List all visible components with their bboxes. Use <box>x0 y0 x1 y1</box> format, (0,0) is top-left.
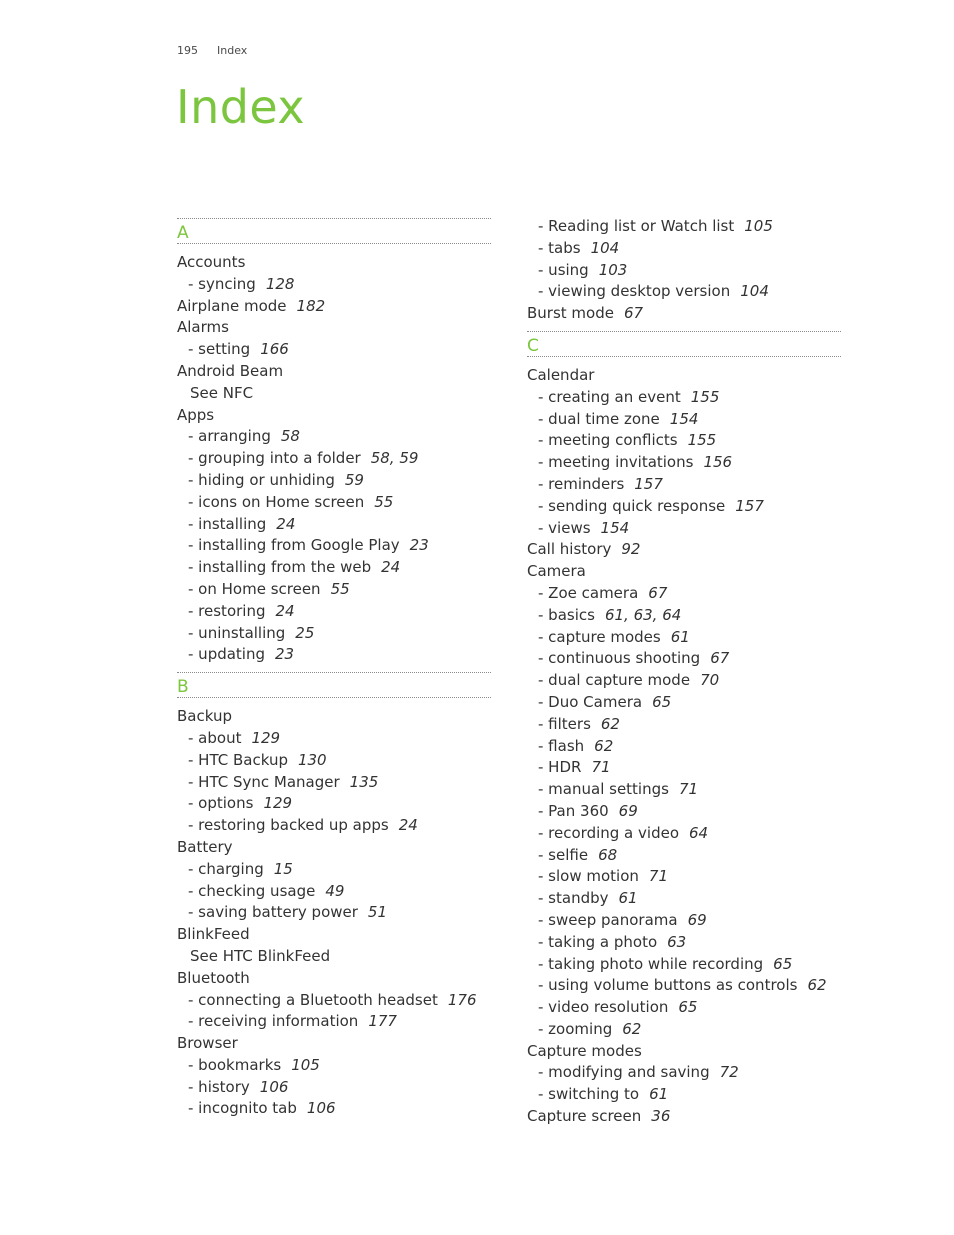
entry-term: - receiving information <box>188 1012 359 1031</box>
entry-term: - updating <box>188 645 265 664</box>
index-subentry <box>527 975 841 997</box>
entry-page-link[interactable]: 155 <box>687 431 717 450</box>
entry-page-link[interactable]: 105 <box>744 217 773 235</box>
entry-term: - charging <box>188 859 264 878</box>
entry-page-link[interactable]: 156 <box>703 453 733 472</box>
entry-page-link[interactable]: 62 <box>600 714 620 733</box>
index-subentry <box>177 1077 491 1099</box>
index-subentry <box>177 881 491 903</box>
index-subentry <box>177 772 491 794</box>
index-subentry <box>527 910 841 932</box>
entry-term: - views <box>538 518 591 537</box>
entry-page-link[interactable]: 58 <box>280 427 300 446</box>
entry-term: - viewing desktop version <box>538 282 731 301</box>
entry-term: - installing from Google Play <box>188 536 400 555</box>
entry-page-link[interactable]: 61 <box>670 627 690 646</box>
index-subentry <box>177 514 491 536</box>
index-subentry <box>527 430 841 452</box>
index-subentry <box>527 409 841 431</box>
index-subentry <box>177 426 491 448</box>
entry-page-link[interactable]: 176 <box>447 990 477 1009</box>
index-subentry <box>527 736 841 758</box>
index-entry <box>177 405 491 427</box>
entry-term: See HTC BlinkFeed <box>190 946 331 965</box>
index-subentry <box>527 954 841 976</box>
entry-term: - flash <box>538 736 585 755</box>
index-subentry <box>177 448 491 470</box>
index-subentry <box>527 888 841 910</box>
entry-term: Apps <box>177 405 215 424</box>
entry-term: Calendar <box>527 365 595 384</box>
entry-page-link[interactable]: 55 <box>330 579 350 598</box>
entry-page-link[interactable]: 67 <box>710 649 730 668</box>
page-number: 195 <box>177 44 198 57</box>
entry-page-link[interactable]: 92 <box>621 540 641 559</box>
entry-page-link[interactable]: 130 <box>297 750 327 769</box>
entry-term: - restoring backed up apps <box>188 816 389 835</box>
entry-page-link[interactable]: 104 <box>740 282 769 301</box>
entry-term: - dual capture mode <box>538 671 691 690</box>
entry-page-link[interactable]: 154 <box>669 409 699 428</box>
entry-term: - using volume buttons as controls <box>538 976 798 995</box>
entry-page-link[interactable]: 24 <box>275 601 295 620</box>
entry-page-link[interactable]: 55 <box>374 492 394 511</box>
index-entry <box>177 924 491 946</box>
entry-page-link[interactable]: 62 <box>622 1019 642 1038</box>
entry-page-link[interactable]: 182 <box>296 296 326 315</box>
entry-term: - Reading list or Watch list <box>538 217 735 235</box>
entry-page-link[interactable]: 129 <box>251 728 281 747</box>
index-subentry <box>527 823 841 845</box>
index-subentry <box>527 1062 841 1084</box>
entry-term: See NFC <box>190 383 254 402</box>
entry-term: - connecting a Bluetooth headset <box>188 990 438 1009</box>
index-subentry <box>177 1098 491 1120</box>
index-see-reference <box>177 383 491 405</box>
index-entry <box>177 252 491 274</box>
entry-page-link[interactable]: 67 <box>623 304 644 323</box>
index-subentry <box>527 866 841 888</box>
entry-page-link[interactable]: 166 <box>260 340 289 359</box>
index-subentry <box>177 492 491 514</box>
entry-page-link[interactable]: 49 <box>325 881 345 900</box>
index-subentry <box>527 583 841 605</box>
entry-term: - syncing <box>188 274 256 293</box>
entry-term: Backup <box>177 707 232 726</box>
index-subentry <box>527 452 841 474</box>
entry-page-link[interactable]: 15 <box>273 859 293 878</box>
index-entry <box>527 303 841 325</box>
entry-term: - tabs <box>538 238 581 257</box>
index-subentry <box>527 714 841 736</box>
entry-term: - incognito tab <box>188 1099 297 1118</box>
entry-term: - zooming <box>538 1019 613 1038</box>
entry-term: - selfie <box>538 845 589 864</box>
index-entry <box>177 706 491 728</box>
entry-page-link[interactable]: 155 <box>690 387 720 406</box>
entry-term: Battery <box>177 837 233 856</box>
entry-term: - installing <box>188 514 267 533</box>
entry-page-link[interactable]: 69 <box>618 801 638 820</box>
entry-term: - slow motion <box>538 867 639 886</box>
index-subentry <box>177 902 491 924</box>
entry-page-link[interactable]: 61, 63, 64 <box>604 605 682 624</box>
index-subentry <box>527 496 841 518</box>
index-column-right <box>527 216 841 1128</box>
entry-page-link[interactable]: 63 <box>667 932 687 951</box>
index-subentry <box>527 1019 841 1041</box>
entry-term: - on Home screen <box>188 579 321 598</box>
index-subentry <box>527 387 841 409</box>
entry-term: - switching to <box>538 1085 640 1104</box>
entry-term: - icons on Home screen <box>188 492 365 511</box>
entry-page-link[interactable]: 70 <box>700 671 720 690</box>
index-subentry <box>527 757 841 779</box>
entry-term: - HTC Sync Manager <box>188 772 340 791</box>
entry-term: - HDR <box>538 758 582 777</box>
entry-term: - setting <box>188 340 251 359</box>
entry-term: - installing from the web <box>188 558 372 577</box>
entry-term: - using <box>538 260 589 279</box>
entry-term: - bookmarks <box>188 1055 282 1074</box>
index-entry <box>527 539 841 561</box>
entry-page-link[interactable]: 65 <box>652 692 672 711</box>
running-header <box>177 44 247 57</box>
entry-page-link[interactable]: 61 <box>649 1085 669 1104</box>
index-entry <box>527 365 841 387</box>
entry-page-link[interactable]: 157 <box>634 474 663 493</box>
entry-term: BlinkFeed <box>177 925 250 944</box>
entry-term: - about <box>188 728 242 747</box>
entry-page-link[interactable]: 23 <box>275 645 295 664</box>
entry-page-link[interactable]: 65 <box>678 998 698 1017</box>
entry-term: Browser <box>177 1034 238 1053</box>
entry-page-link[interactable]: 128 <box>265 274 295 293</box>
entry-term: - arranging <box>188 427 271 446</box>
index-entry <box>177 837 491 859</box>
index-subentry <box>527 474 841 496</box>
entry-page-link[interactable]: 71 <box>591 758 611 777</box>
index-subentry <box>177 623 491 645</box>
entry-term: Airplane mode <box>177 296 287 315</box>
entry-page-link[interactable]: 104 <box>590 238 620 257</box>
entry-term: Android Beam <box>177 361 284 380</box>
entry-page-link[interactable]: 135 <box>349 772 379 791</box>
index-subentry <box>527 605 841 627</box>
index-subentry <box>177 990 491 1012</box>
index-subentry <box>177 557 491 579</box>
entry-term: - Pan 360 <box>538 801 609 820</box>
entry-term: Accounts <box>177 253 246 271</box>
entry-term: - sweep panorama <box>538 910 678 929</box>
index-subentry <box>527 932 841 954</box>
entry-term: - options <box>188 794 254 813</box>
entry-page-link[interactable]: 24 <box>398 816 418 835</box>
entry-page-link[interactable]: 51 <box>367 903 388 922</box>
index-subentry <box>177 793 491 815</box>
entry-page-link[interactable]: 129 <box>263 794 293 813</box>
entry-term: - sending quick response <box>538 496 726 515</box>
entry-term: - dual time zone <box>538 409 660 428</box>
entry-page-link[interactable]: 59 <box>344 470 364 489</box>
index-entry <box>177 1033 491 1055</box>
entry-page-link[interactable]: 36 <box>651 1107 671 1126</box>
entry-term: - Duo Camera <box>538 692 643 711</box>
entry-term: - HTC Backup <box>188 750 288 769</box>
entry-page-link[interactable]: 177 <box>368 1012 397 1031</box>
entry-page-link[interactable]: 65 <box>773 954 793 973</box>
index-subentry <box>527 1084 841 1106</box>
entry-term: Capture screen <box>527 1107 642 1126</box>
entry-page-link[interactable]: 105 <box>291 1055 320 1074</box>
entry-page-link[interactable]: 106 <box>306 1099 336 1118</box>
entry-page-link[interactable]: 71 <box>678 780 699 799</box>
index-subentry <box>177 728 491 750</box>
entry-term: - taking photo while recording <box>538 954 764 973</box>
entry-term: - capture modes <box>538 627 661 646</box>
entry-term: - standby <box>538 889 609 908</box>
index-subentry <box>527 670 841 692</box>
index-entry <box>527 1041 841 1063</box>
index-entry <box>177 296 491 318</box>
index-subentry <box>527 779 841 801</box>
entry-page-link[interactable]: 68 <box>598 845 618 864</box>
entry-page-link[interactable]: 62 <box>594 736 614 755</box>
index-entry <box>177 361 491 383</box>
entry-page-link[interactable]: 72 <box>719 1063 739 1082</box>
index-subentry <box>527 648 841 670</box>
entry-term: - filters <box>538 714 591 733</box>
entry-page-link[interactable]: 23 <box>409 536 429 555</box>
entry-term: Capture modes <box>527 1041 642 1060</box>
index-subentry <box>527 845 841 867</box>
entry-term: - creating an event <box>538 387 681 406</box>
entry-term: - meeting invitations <box>538 453 694 472</box>
entry-page-link[interactable]: 58, 59 <box>370 449 419 468</box>
entry-page-link[interactable]: 25 <box>295 623 315 642</box>
entry-term: - taking a photo <box>538 932 658 951</box>
index-column-left <box>177 212 491 1120</box>
entry-term: - continuous shooting <box>538 649 701 668</box>
index-subentry <box>527 801 841 823</box>
index-subentry <box>527 216 841 238</box>
index-subentry <box>527 692 841 714</box>
entry-term: - reminders <box>538 474 625 493</box>
index-subentry <box>527 518 841 540</box>
entry-page-link[interactable]: 24 <box>276 514 296 533</box>
entry-page-link[interactable]: 24 <box>381 558 401 577</box>
index-subentry <box>177 1011 491 1033</box>
entry-page-link[interactable]: 71 <box>648 867 668 886</box>
section-letter: B <box>177 672 491 698</box>
index-subentry <box>177 750 491 772</box>
index-subentry <box>177 579 491 601</box>
entry-term: - hiding or unhiding <box>188 470 335 489</box>
entry-term: - meeting conflicts <box>538 431 678 450</box>
index-subentry <box>177 339 491 361</box>
entry-term: - video resolution <box>538 998 669 1017</box>
entry-page-link[interactable]: 103 <box>598 260 628 279</box>
entry-term: - basics <box>538 605 595 624</box>
entry-term: - recording a video <box>538 823 679 842</box>
index-subentry <box>177 644 491 666</box>
entry-term: - saving battery power <box>188 903 358 922</box>
entry-term: Camera <box>527 562 586 581</box>
section-letter: C <box>527 331 841 357</box>
section-letter: A <box>177 218 491 244</box>
entry-term: - uninstalling <box>188 623 286 642</box>
index-subentry <box>527 281 841 303</box>
index-entry <box>527 1106 841 1128</box>
index-subentry <box>527 260 841 282</box>
index-subentry <box>177 1055 491 1077</box>
entry-term: Call history <box>527 540 612 559</box>
index-subentry <box>177 274 491 296</box>
entry-term: Bluetooth <box>177 968 250 987</box>
entry-term: - history <box>188 1077 250 1096</box>
index-subentry <box>527 627 841 649</box>
entry-page-link[interactable]: 154 <box>600 518 630 537</box>
page-title: Index <box>176 80 306 134</box>
index-subentry <box>177 601 491 623</box>
entry-term: - grouping into a folder <box>188 449 361 468</box>
entry-page-link[interactable]: 69 <box>687 910 707 929</box>
entry-page-link[interactable]: 67 <box>648 583 668 602</box>
section-name: Index <box>217 44 248 57</box>
entry-term: - manual settings <box>538 780 669 799</box>
entry-term: - modifying and saving <box>538 1063 710 1082</box>
index-subentry <box>177 859 491 881</box>
index-subentry <box>177 535 491 557</box>
entry-term: Burst mode <box>527 304 614 323</box>
index-see-reference <box>177 946 491 968</box>
index-entry <box>177 968 491 990</box>
index-entry <box>527 561 841 583</box>
entry-page-link[interactable]: 64 <box>689 823 709 842</box>
index-subentry <box>527 997 841 1019</box>
entry-term: - Zoe camera <box>538 583 639 602</box>
entry-page-link[interactable]: 61 <box>618 889 638 908</box>
index-entry <box>177 317 491 339</box>
entry-page-link[interactable]: 157 <box>735 496 764 515</box>
index-subentry <box>177 470 491 492</box>
index-subentry <box>177 815 491 837</box>
entry-term: - checking usage <box>188 881 316 900</box>
entry-term: - restoring <box>188 601 266 620</box>
entry-page-link[interactable]: 62 <box>807 976 827 995</box>
entry-page-link[interactable]: 106 <box>259 1077 289 1096</box>
index-subentry <box>527 238 841 260</box>
entry-term: Alarms <box>177 318 229 337</box>
